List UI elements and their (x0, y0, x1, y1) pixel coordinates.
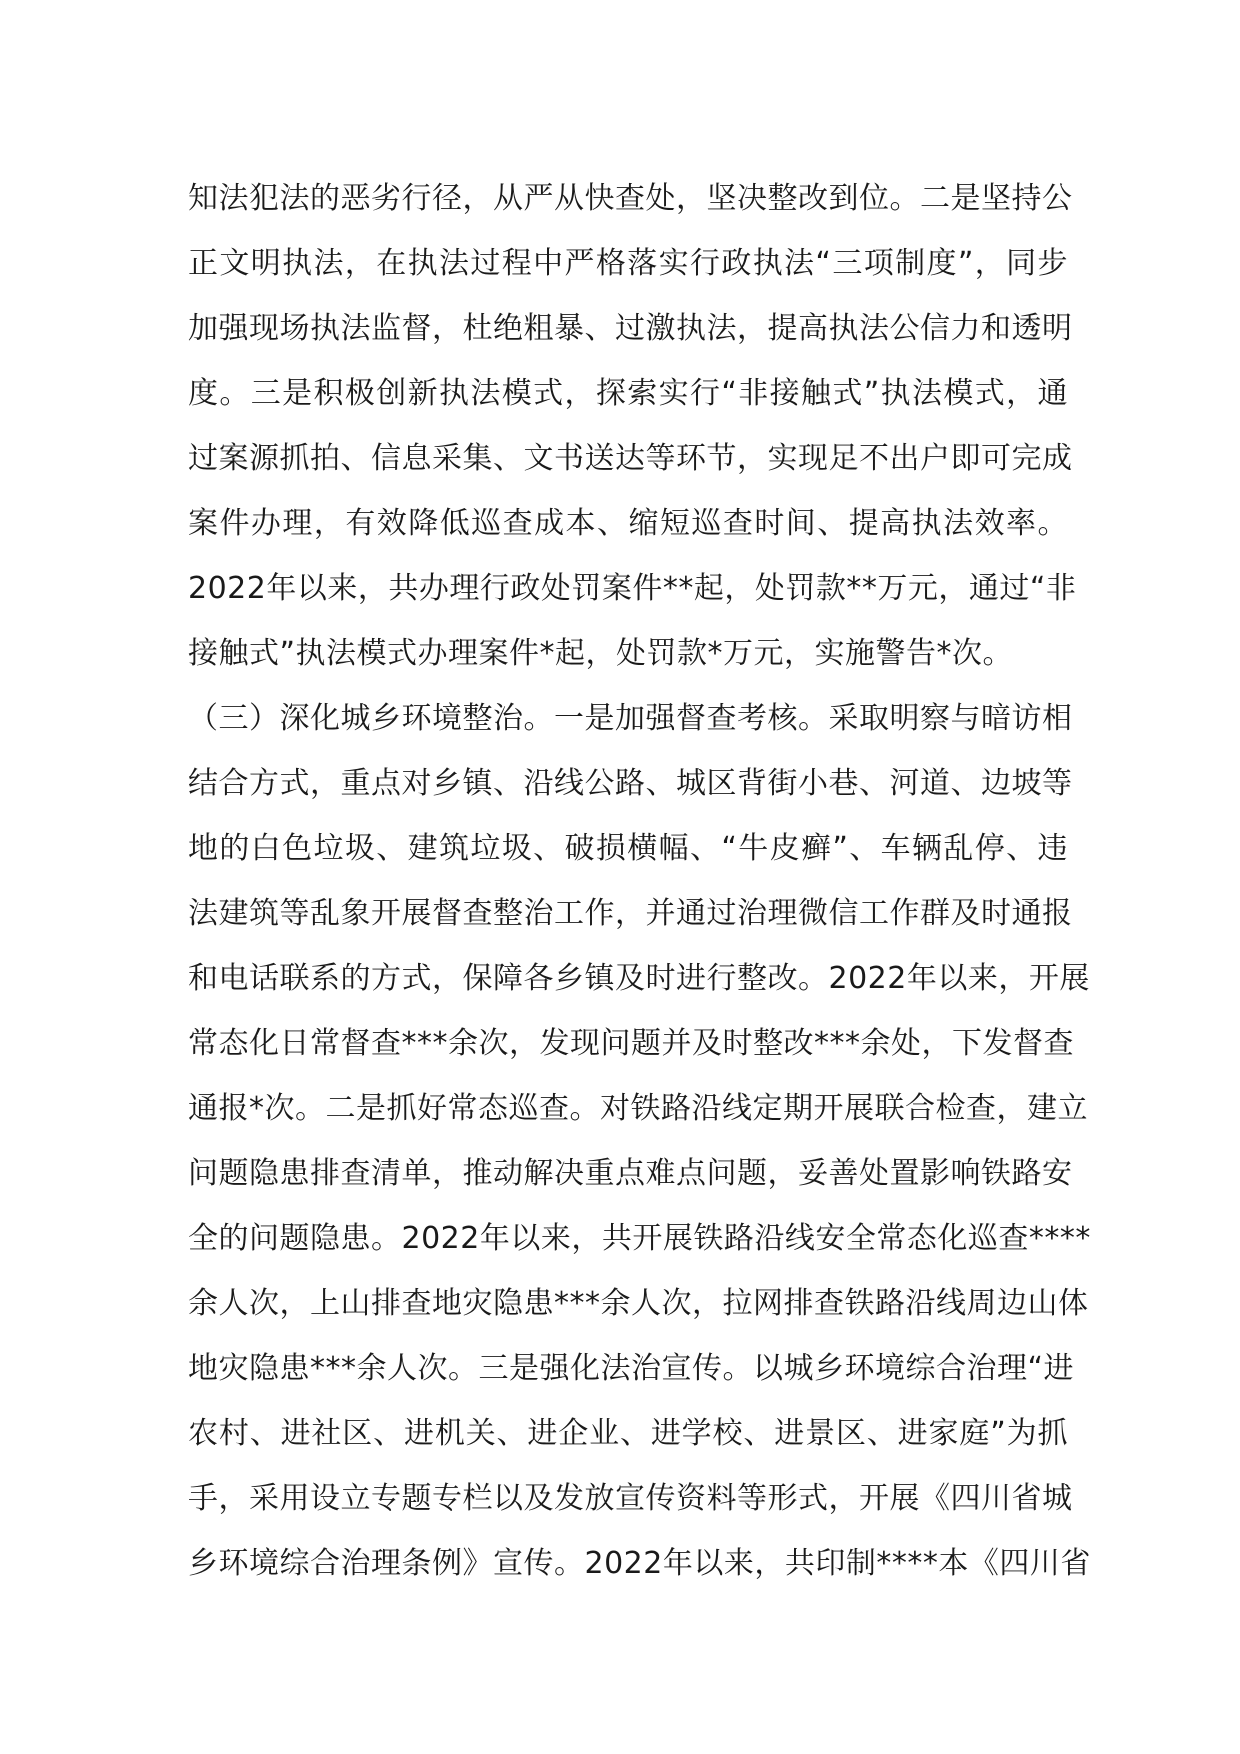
section-heading-line: （三）深化城乡环境整治。一是加强督查考核。采取明察与暗访相 (188, 701, 1073, 736)
text-line: 手，采用设立专题专栏以及发放宣传资料等形式，开展《四川省城 (188, 1481, 1073, 1516)
text-line: 通报*次。二是抓好常态巡查。对铁路沿线定期开展联合检查，建立 (188, 1091, 1088, 1126)
text-line: 农村、进社区、进机关、进企业、进学校、进景区、进家庭”为抓 (188, 1416, 1068, 1451)
text-line: 接触式”执法模式办理案件*起，处罚款*万元，实施警告*次。 (188, 636, 1014, 671)
text-line: 结合方式，重点对乡镇、沿线公路、城区背街小巷、河道、边坡等 (188, 766, 1073, 801)
text-line: 过案源抓拍、信息采集、文书送达等环节，实现足不出户即可完成 (188, 441, 1073, 476)
text-line: 全的问题隐患。2022年以来，共开展铁路沿线安全常态化巡查**** (188, 1221, 1091, 1256)
text-line: 和电话联系的方式，保障各乡镇及时进行整改。2022年以来，开展 (188, 961, 1090, 996)
text-line: 地灾隐患***余人次。三是强化法治宣传。以城乡环境综合治理“进 (188, 1351, 1075, 1386)
text-line: 地的白色垃圾、建筑垃圾、破损横幅、“牛皮癣”、车辆乱停、违 (188, 831, 1068, 866)
text-line: 问题隐患排查清单，推动解决重点难点问题，妥善处置影响铁路安 (188, 1156, 1073, 1191)
body-text (188, 166, 1091, 1596)
text-line: 度。三是积极创新执法模式，探索实行“非接触式”执法模式，通 (188, 376, 1068, 411)
text-line: 余人次，上山排查地灾隐患***余人次，拉网排查铁路沿线周边山体 (188, 1286, 1089, 1321)
text-line: 法建筑等乱象开展督查整治工作，并通过治理微信工作群及时通报 (188, 896, 1073, 931)
text-line: 正文明执法，在执法过程中严格落实行政执法“三项制度”，同步 (188, 246, 1068, 281)
text-line: 知法犯法的恶劣行径，从严从快查处，坚决整改到位。二是坚持公 (188, 181, 1073, 216)
text-line: 常态化日常督查***余次，发现问题并及时整改***余处，下发督查 (188, 1026, 1074, 1061)
text-line: 加强现场执法监督，杜绝粗暴、过激执法，提高执法公信力和透明 (188, 311, 1073, 346)
text-line: 案件办理，有效降低巡查成本、缩短巡查时间、提高执法效率。 (188, 506, 1068, 541)
text-line: 乡环境综合治理条例》宣传。2022年以来，共印制****本《四川省 (188, 1546, 1091, 1581)
text-line: 2022年以来，共办理行政处罚案件**起，处罚款**万元，通过“非 (188, 571, 1077, 606)
